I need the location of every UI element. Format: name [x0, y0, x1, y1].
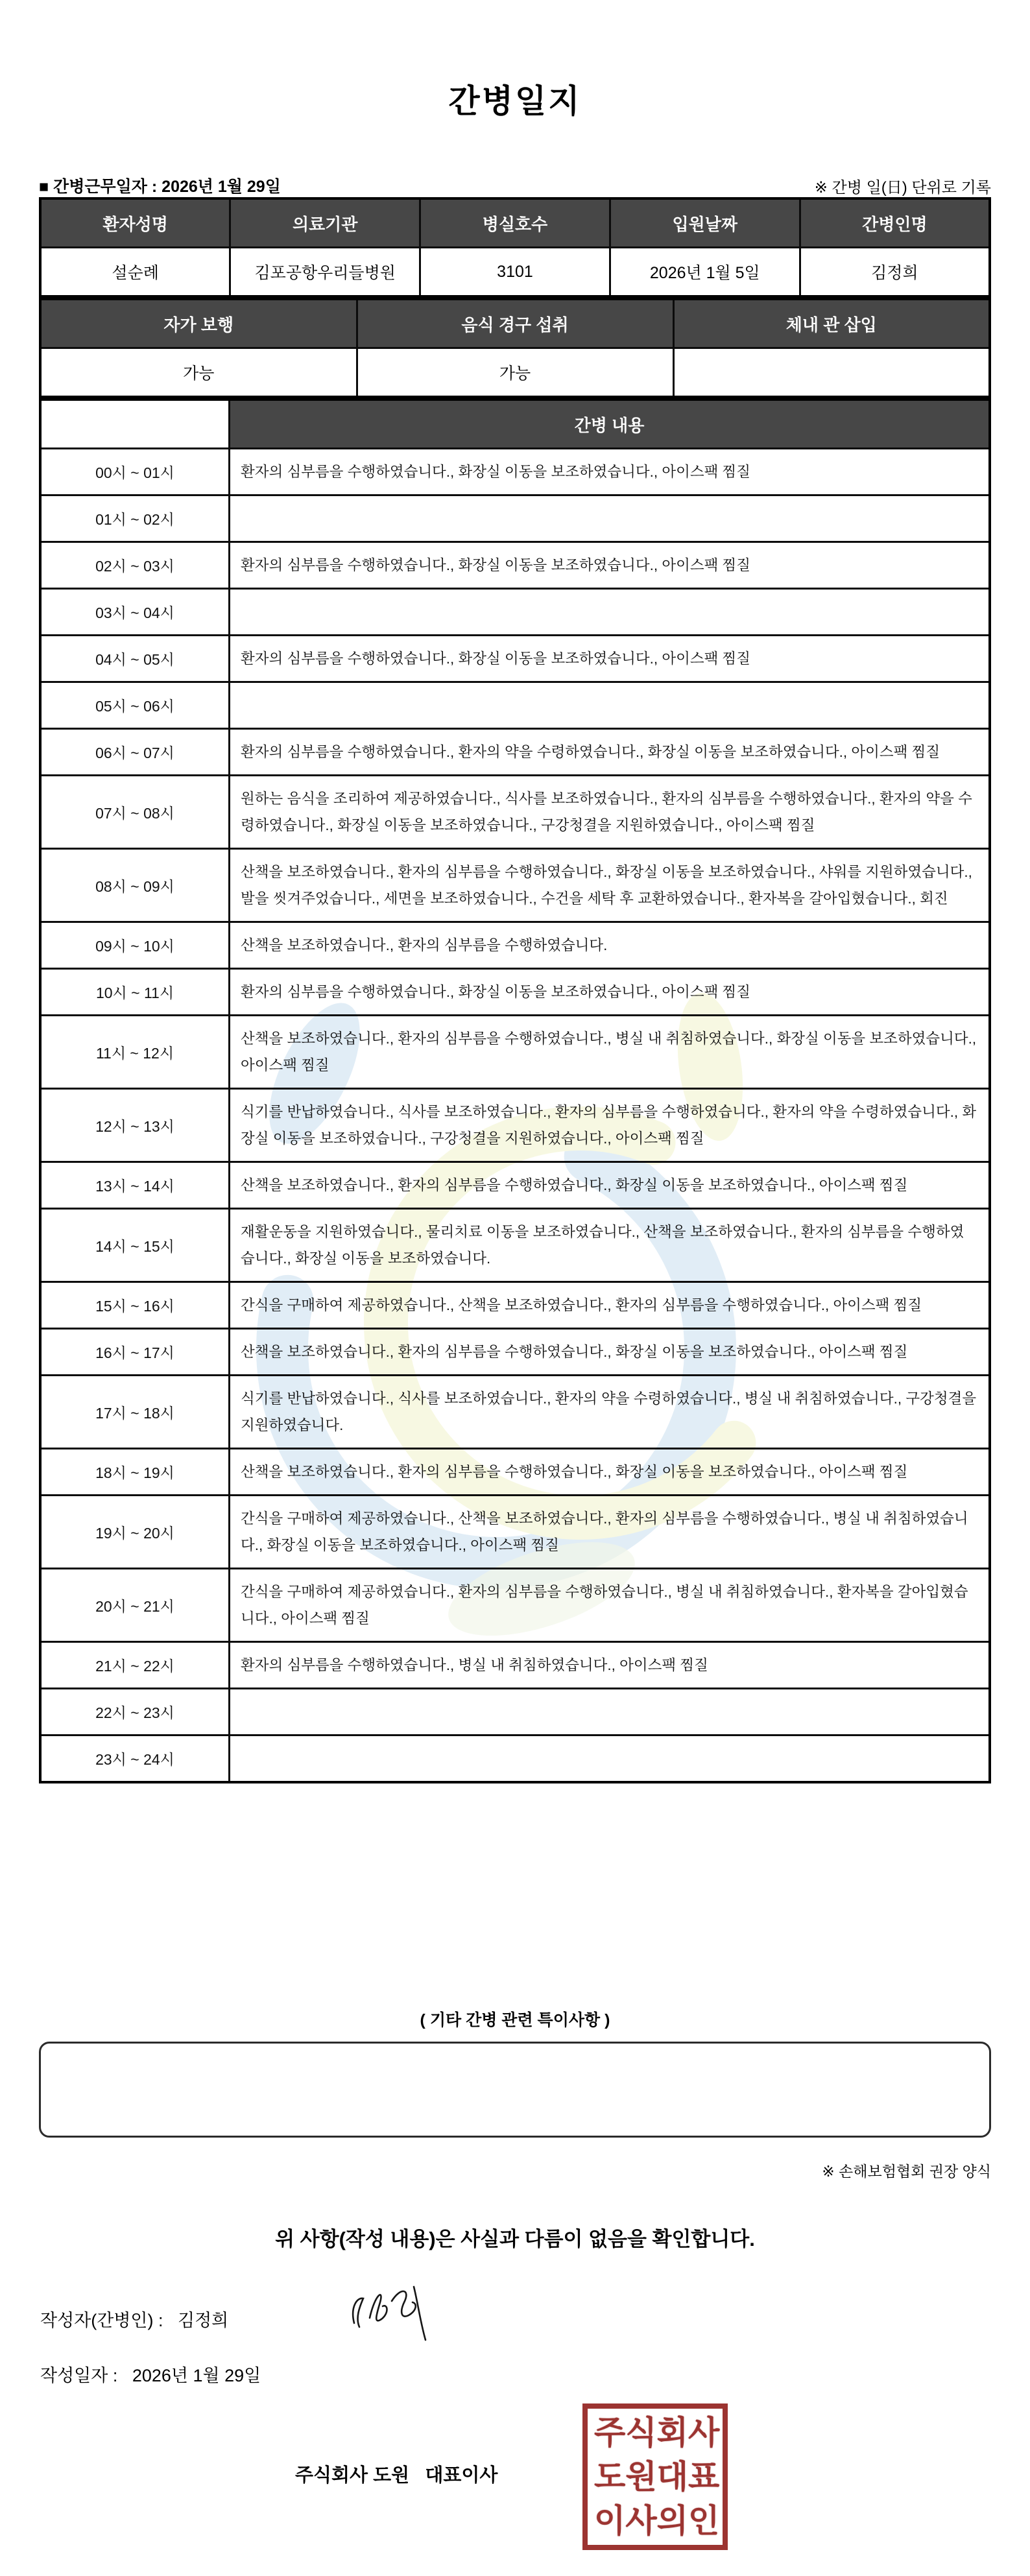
- date-line: [40, 2361, 1030, 2387]
- unit-note: ※ 간병 일(日) 단위로 기록: [814, 179, 991, 197]
- care-content: 산책을 보조하였습니다., 환자의 심부름을 수행하였습니다.: [230, 922, 990, 969]
- log-row: [40, 636, 990, 682]
- log-row: [40, 1016, 990, 1089]
- time-slot: 09시 ~ 10시: [40, 922, 230, 969]
- column-header: 음식 경구 섭취: [357, 299, 673, 348]
- time-slot: 05시 ~ 06시: [40, 682, 230, 729]
- care-content: 식기를 반납하였습니다., 식사를 보조하였습니다., 환자의 약을 수령하였습니다., 병실 내 취침하였습니다., 구강청결을 지원하였습니다.: [230, 1376, 990, 1449]
- column-header: 의료기관: [230, 198, 420, 248]
- log-row: [40, 1209, 990, 1282]
- self-walking-status: 가능: [40, 348, 357, 398]
- date-label: 작성일자 :: [40, 2366, 118, 2385]
- log-row: [40, 922, 990, 969]
- care-content: 간식을 구매하여 제공하였습니다., 산책을 보조하였습니다., 환자의 심부름을 수행하였습니다., 아이스팩 찜질: [230, 1282, 990, 1329]
- care-content: 원하는 음식을 조리하여 제공하였습니다., 식사를 보조하였습니다., 환자의 심부름을 수행하였습니다., 환자의 약을 수령하였습니다., 화장실 이동을 보조하였습니다., 구강청결을 지원하였습니다., 아이스팩 찜질: [230, 776, 990, 849]
- care-content: [230, 589, 990, 636]
- column-header: 자가 보행: [40, 299, 357, 348]
- work-date-value: 2026년 1월 29일: [162, 178, 281, 196]
- log-row: [40, 969, 990, 1016]
- log-row: [40, 1689, 990, 1735]
- time-slot: 17시 ~ 18시: [40, 1376, 230, 1449]
- care-content: 환자의 심부름을 수행하였습니다., 화장실 이동을 보조하였습니다., 아이스팩 찜질: [230, 449, 990, 495]
- log-row: [40, 1449, 990, 1496]
- stamp-row: 주 식 회 사: [594, 2415, 720, 2451]
- care-content: 환자의 심부름을 수행하였습니다., 병실 내 취침하였습니다., 아이스팩 찜질: [230, 1642, 990, 1689]
- log-row: [40, 682, 990, 729]
- log-row: [40, 1089, 990, 1162]
- care-content: 산책을 보조하였습니다., 환자의 심부름을 수행하였습니다., 병실 내 취침하였습니다., 화장실 이동을 보조하였습니다., 아이스팩 찜질: [230, 1016, 990, 1089]
- care-content: 환자의 심부름을 수행하였습니다., 환자의 약을 수령하였습니다., 화장실 이동을 보조하였습니다., 아이스팩 찜질: [230, 729, 990, 776]
- time-slot: 22시 ~ 23시: [40, 1689, 230, 1735]
- column-header: 간병인명: [800, 198, 990, 248]
- patient-value-row: [40, 248, 990, 297]
- time-slot: 00시 ~ 01시: [40, 449, 230, 495]
- time-slot: 16시 ~ 17시: [40, 1329, 230, 1376]
- time-slot: 23시 ~ 24시: [40, 1735, 230, 1783]
- stamp-row: 도 원 대 표: [594, 2459, 720, 2495]
- writer-label: 작성자(간병인) :: [40, 2311, 163, 2330]
- log-row: [40, 1735, 990, 1783]
- time-slot: 19시 ~ 20시: [40, 1496, 230, 1569]
- writer-name: 김정희: [178, 2311, 229, 2330]
- log-row: [40, 849, 990, 922]
- medical-institution: 김포공항우리들병원: [230, 248, 420, 297]
- work-date-label: ■ 간병근무일자 :: [39, 178, 158, 196]
- patient-info-table: [39, 197, 991, 298]
- time-slot: 20시 ~ 21시: [40, 1569, 230, 1642]
- column-header: 체내 관 삽입: [673, 299, 990, 348]
- care-content: 산책을 보조하였습니다., 환자의 심부름을 수행하였습니다., 화장실 이동을 보조하였습니다., 샤워를 지원하였습니다., 발을 씻겨주었습니다., 세면을 보조하였습니다., 수건을 세탁 후 교환하였습니다., 환자복을 갈아입혔습니다., 회진: [230, 849, 990, 922]
- care-content: 간식을 구매하여 제공하였습니다., 산책을 보조하였습니다., 환자의 심부름을 수행하였습니다., 병실 내 취침하였습니다., 화장실 이동을 보조하였습니다., 아이스팩 찜질: [230, 1496, 990, 1569]
- time-slot: 06시 ~ 07시: [40, 729, 230, 776]
- corporate-seal-stamp: [582, 2403, 728, 2550]
- log-header-row: [40, 400, 990, 449]
- time-slot: 03시 ~ 04시: [40, 589, 230, 636]
- log-row: [40, 1496, 990, 1569]
- status-value-row: [40, 348, 990, 398]
- oral-intake-status: 가능: [357, 348, 673, 398]
- log-row: [40, 1162, 990, 1209]
- caregiver-name: 김정희: [800, 248, 990, 297]
- stamp-row: 이 사 의 인: [594, 2503, 720, 2539]
- confirmation-statement: 위 사항(작성 내용)은 사실과 다름이 없음을 확인합니다.: [275, 2228, 755, 2250]
- log-row: [40, 776, 990, 849]
- time-slot: 21시 ~ 22시: [40, 1642, 230, 1689]
- log-row: [40, 1569, 990, 1642]
- room-number: 3101: [420, 248, 610, 297]
- care-content: [230, 495, 990, 542]
- care-content: 식기를 반납하였습니다., 식사를 보조하였습니다., 환자의 심부름을 수행하였습니다., 환자의 약을 수령하였습니다., 화장실 이동을 보조하였습니다., 구강청결을 지원하였습니다., 아이스팩 찜질: [230, 1089, 990, 1162]
- care-content: 산책을 보조하였습니다., 환자의 심부름을 수행하였습니다., 화장실 이동을 보조하였습니다., 아이스팩 찜질: [230, 1329, 990, 1376]
- extra-notes-heading: ( 기타 간병 관련 특이사항 ): [420, 2011, 610, 2029]
- writer-line: [40, 2306, 1030, 2332]
- meta-row: [39, 174, 991, 197]
- admission-date: 2026년 1월 5일: [610, 248, 800, 297]
- care-content: 재활운동을 지원하였습니다., 물리치료 이동을 보조하였습니다., 산책을 보조하였습니다., 환자의 심부름을 수행하였습니다., 화장실 이동을 보조하였습니다.: [230, 1209, 990, 1282]
- time-slot: 07시 ~ 08시: [40, 776, 230, 849]
- time-column-header: 시간: [40, 400, 230, 449]
- signature-icon: [344, 2278, 441, 2349]
- care-content: [230, 1689, 990, 1735]
- column-header: 병실호수: [420, 198, 610, 248]
- patient-name: 설순례: [40, 248, 230, 297]
- time-slot: 11시 ~ 12시: [40, 1016, 230, 1089]
- time-slot: 04시 ~ 05시: [40, 636, 230, 682]
- care-log-table: [39, 398, 991, 1783]
- handwritten-signature: [344, 2278, 441, 2354]
- log-row: [40, 542, 990, 589]
- extra-notes-box: [39, 2042, 991, 2138]
- log-row: [40, 729, 990, 776]
- log-row: [40, 1282, 990, 1329]
- time-slot: 01시 ~ 02시: [40, 495, 230, 542]
- page-title: 간병일지: [448, 83, 582, 119]
- work-date-line: [39, 174, 281, 197]
- log-row: [40, 589, 990, 636]
- log-row: [40, 1376, 990, 1449]
- log-row: [40, 1329, 990, 1376]
- footer-section: [0, 2007, 1030, 2555]
- log-row: [40, 1642, 990, 1689]
- care-content: 환자의 심부름을 수행하였습니다., 화장실 이동을 보조하였습니다., 아이스팩 찜질: [230, 969, 990, 1016]
- status-header-row: [40, 299, 990, 348]
- care-content: 산책을 보조하였습니다., 환자의 심부름을 수행하였습니다., 화장실 이동을 보조하였습니다., 아이스팩 찜질: [230, 1162, 990, 1209]
- time-slot: 10시 ~ 11시: [40, 969, 230, 1016]
- log-row: [40, 449, 990, 495]
- time-slot: 15시 ~ 16시: [40, 1282, 230, 1329]
- column-header: 입원날짜: [610, 198, 800, 248]
- care-content: 환자의 심부름을 수행하였습니다., 화장실 이동을 보조하였습니다., 아이스팩 찜질: [230, 636, 990, 682]
- care-content: 환자의 심부름을 수행하였습니다., 화장실 이동을 보조하였습니다., 아이스팩 찜질: [230, 542, 990, 589]
- company-block: [0, 2387, 1030, 2555]
- date-value: 2026년 1월 29일: [132, 2366, 261, 2385]
- care-content: [230, 682, 990, 729]
- column-header: 환자성명: [40, 198, 230, 248]
- patient-header-row: [40, 198, 990, 248]
- care-content: [230, 1735, 990, 1783]
- company-line: 주식회사 도원 대표이사: [295, 2465, 498, 2486]
- time-slot: 02시 ~ 03시: [40, 542, 230, 589]
- care-content: 간식을 구매하여 제공하였습니다., 환자의 심부름을 수행하였습니다., 병실 내 취침하였습니다., 환자복을 갈아입혔습니다., 아이스팩 찜질: [230, 1569, 990, 1642]
- time-slot: 08시 ~ 09시: [40, 849, 230, 922]
- form-note: ※ 손해보험협회 권장 양식: [822, 2163, 991, 2180]
- log-row: [40, 495, 990, 542]
- time-slot: 13시 ~ 14시: [40, 1162, 230, 1209]
- time-slot: 12시 ~ 13시: [40, 1089, 230, 1162]
- time-slot: 14시 ~ 15시: [40, 1209, 230, 1282]
- time-slot: 18시 ~ 19시: [40, 1449, 230, 1496]
- tube-insertion-status: [673, 348, 990, 398]
- care-content: 산책을 보조하였습니다., 환자의 심부름을 수행하였습니다., 화장실 이동을 보조하였습니다., 아이스팩 찜질: [230, 1449, 990, 1496]
- status-table: [39, 298, 991, 398]
- content-column-header: 간병 내용: [230, 400, 990, 449]
